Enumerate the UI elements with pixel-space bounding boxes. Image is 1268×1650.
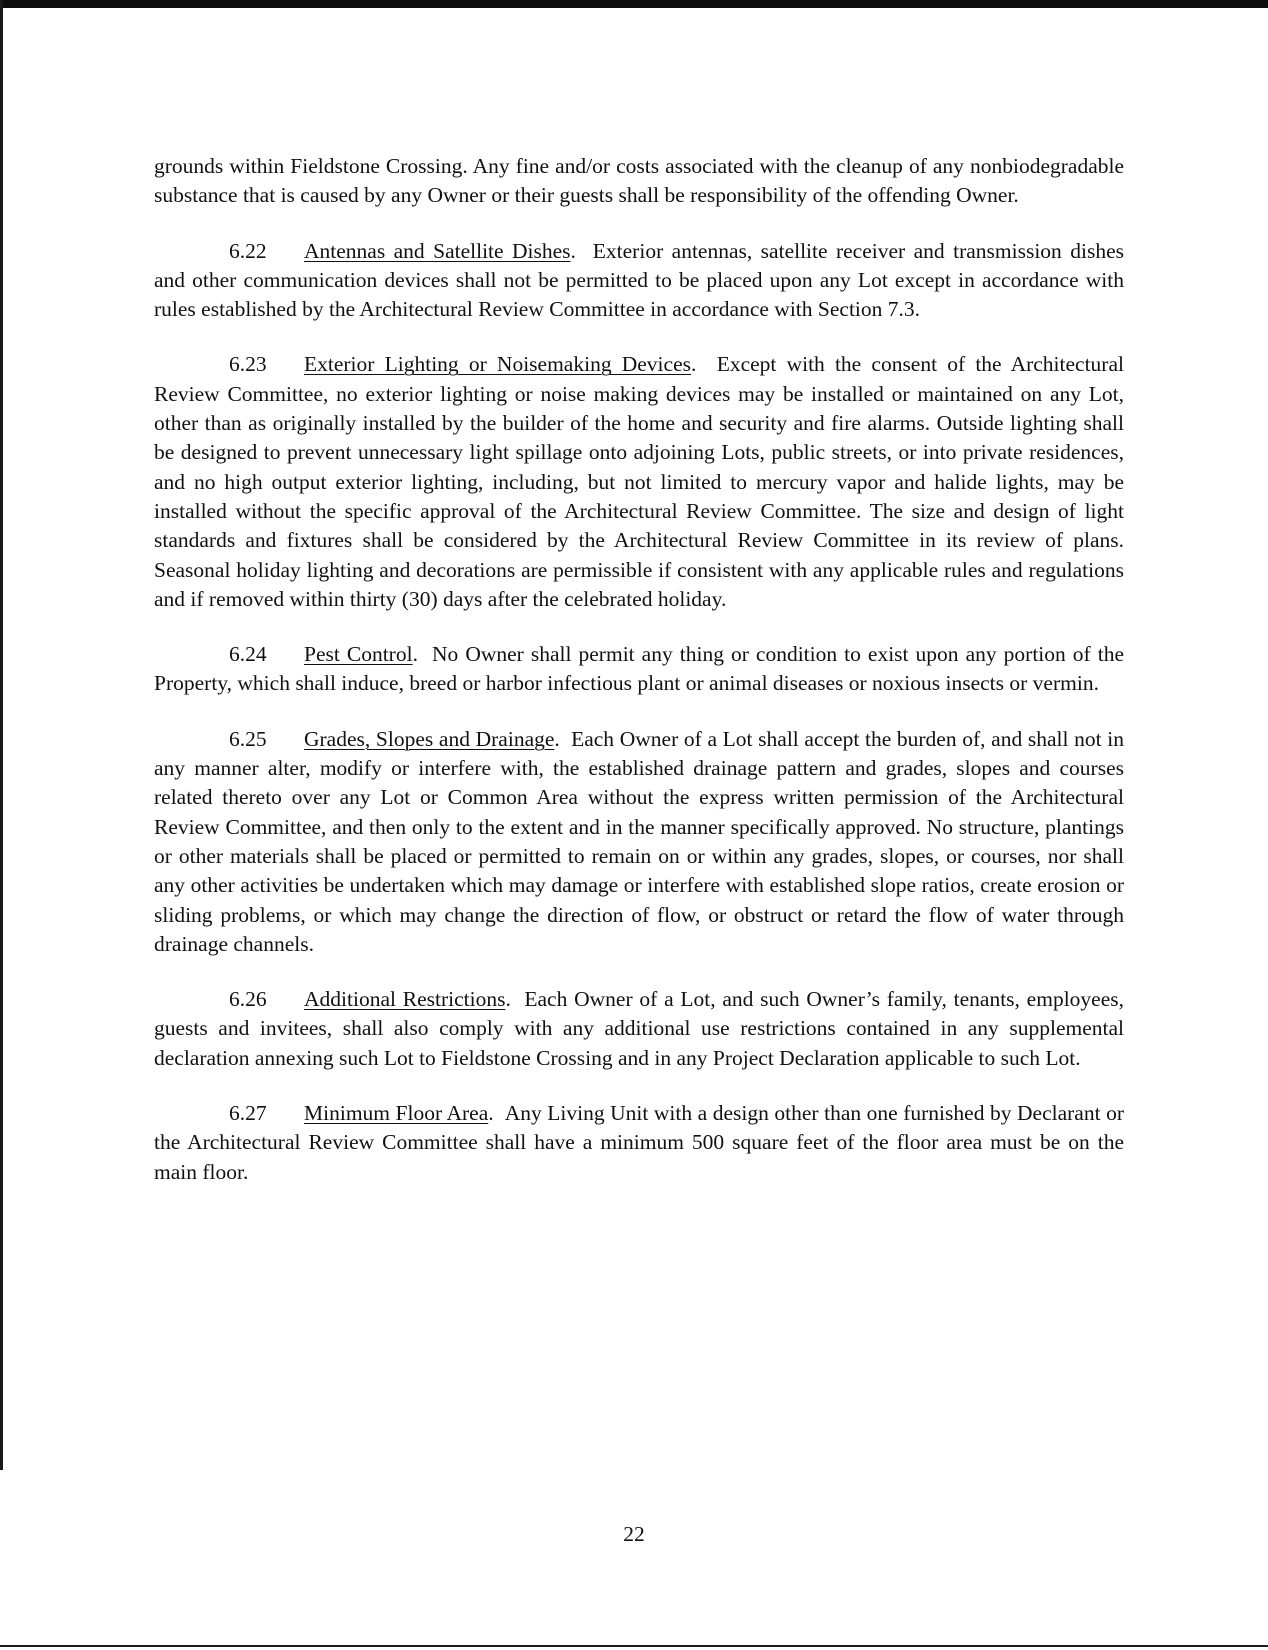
document-body bbox=[154, 152, 1124, 1213]
scan-border-top bbox=[0, 0, 1268, 8]
section-6-27: 6.27 Minimum Floor Area. Any Living Unit with a design other than one furnished by Declarant or the Architectural Review Committee shall have a minimum 500 square feet of the floor area must be on the main floor. bbox=[154, 1101, 1125, 1184]
section-heading: Pest Control bbox=[304, 642, 413, 667]
section-body: Each Owner of a Lot shall accept the burden of, and shall not in any manner alter, modify or interfere with, the established drainage pattern and grades, slopes and courses related thereto over any Lot or Common Area without the express written permission of the Architectural Review Committee, and then only to the extent and in the manner specifically approved. No structure, plantings or other materials shall be placed or permitted to remain on or within any grades, slopes, or courses, nor shall any other activities be undertaken which may damage or interfere with established slope ratios, create erosion or sliding problems, or which may change the direction of flow, or obstruct or retard the flow of water through drainage channels. bbox=[154, 726, 1124, 956]
section-6-23: 6.23 Exterior Lighting or Noisemaking Devices. Except with the consent of the Architectural Review Committee, no exterior lighting or noise making devices may be installed or maintained on any Lot, other than as originally installed by the builder of the home and security and fire alarms. Outside lighting shall be designed to prevent unnecessary light spillage onto adjoining Lots, public streets, or into private residences, and no high output exterior lighting, including, but not limited to mercury vapor and halide lights, may be installed without the specific approval of the Architectural Review Committee. The size and design of light standards and fixtures shall be considered by the Architectural Review Committee in its review of plans. Seasonal holiday lighting and decorations are permissible if consistent with any applicable rules and regulations and if removed within thirty (30) days after the celebrated holiday. bbox=[154, 352, 1124, 611]
section-heading: Antennas and Satellite Dishes bbox=[304, 238, 571, 263]
section-heading: Exterior Lighting or Noisemaking Devices bbox=[304, 352, 691, 377]
intro-paragraph: grounds within Fieldstone Crossing. Any fine and/or costs associated with the cleanup of any nonbiodegradable substance that is caused by any Owner or their guests shall be responsibility of the offending Owner. bbox=[154, 154, 1124, 208]
section-6-25: 6.25 Grades, Slopes and Drainage. Each Owner of a Lot shall accept the burden of, and shall not in any manner alter, modify or interfere with, the established drainage pattern and grades, slopes and courses related thereto over any Lot or Common Area without the express written permission of the Architectural Review Committee, and then only to the extent and in the manner specifically approved. No structure, plantings or other materials shall be placed or permitted to remain on or within any grades, slopes, or courses, nor shall any other activities be undertaken which may damage or interfere with established slope ratios, create erosion or sliding problems, or which may change the direction of flow, or obstruct or retard the flow of water through drainage channels. bbox=[154, 726, 1124, 956]
section-number: 6.26 bbox=[229, 987, 267, 1012]
section-body: Each Owner of a Lot, and such Owner’s family, tenants, employees, guests and invitees, shall also comply with any additional use restrictions contained in any supplemental declaration annexing such Lot to Fieldstone Crossing and in any Project Declaration applicable to such Lot. bbox=[154, 987, 1125, 1070]
section-number: 6.27 bbox=[229, 1101, 267, 1126]
section-number: 6.24 bbox=[229, 642, 267, 667]
section-6-26: 6.26 Additional Restrictions. Each Owner of a Lot, and such Owner’s family, tenants, employees, guests and invitees, shall also comply with any additional use restrictions contained in any supplemental declaration annexing such Lot to Fieldstone Crossing and in any Project Declaration applicable to such Lot. bbox=[154, 987, 1125, 1070]
scan-border-left bbox=[0, 0, 3, 1470]
scan-border-bottom bbox=[0, 1645, 1268, 1647]
section-number: 6.23 bbox=[229, 352, 267, 377]
section-heading: Additional Restrictions bbox=[304, 987, 506, 1012]
section-body: No Owner shall permit any thing or condition to exist upon any portion of the Property, which shall induce, breed or harbor infectious plant or animal diseases or noxious insects or vermin. bbox=[154, 642, 1125, 696]
section-heading: Minimum Floor Area bbox=[304, 1101, 489, 1126]
section-body: Except with the consent of the Architectural Review Committee, no exterior lighting or noise making devices may be installed or maintained on any Lot, other than as originally installed by the builder of the home and security and fire alarms. Outside lighting shall be designed to prevent unnecessary light spillage onto adjoining Lots, public streets, or into private residences, and no high output exterior lighting, including, but not limited to mercury vapor and halide lights, may be installed without the specific approval of the Architectural Review Committee. The size and design of light standards and fixtures shall be considered by the Architectural Review Committee in its review of plans. Seasonal holiday lighting and decorations are permissible if consistent with any applicable rules and regulations and if removed within thirty (30) days after the celebrated holiday. bbox=[154, 352, 1124, 611]
section-body: Any Living Unit with a design other than one furnished by Declarant or the Architectural Review Committee shall have a minimum 500 square feet of the floor area must be on the main floor. bbox=[154, 1101, 1125, 1184]
section-6-22: 6.22 Antennas and Satellite Dishes. Exterior antennas, satellite receiver and transmission dishes and other communication devices shall not be permitted to be placed upon any Lot except in accordance with rules established by the Architectural Review Committee in accordance with Section 7.3. bbox=[154, 238, 1124, 322]
section-number: 6.25 bbox=[229, 726, 267, 751]
section-heading: Grades, Slopes and Drainage bbox=[304, 726, 555, 751]
section-body: Exterior antennas, satellite receiver and transmission dishes and other communication devices shall not be permitted to be placed upon any Lot except in accordance with rules established by the Architectural Review Committee in accordance with Section 7.3. bbox=[154, 238, 1124, 322]
section-6-24: 6.24 Pest Control. No Owner shall permit any thing or condition to exist upon any portion of the Property, which shall induce, breed or harbor infectious plant or animal diseases or noxious insects or vermin. bbox=[154, 642, 1125, 696]
section-number: 6.22 bbox=[229, 238, 267, 263]
page-number: 22 bbox=[623, 1522, 645, 1546]
